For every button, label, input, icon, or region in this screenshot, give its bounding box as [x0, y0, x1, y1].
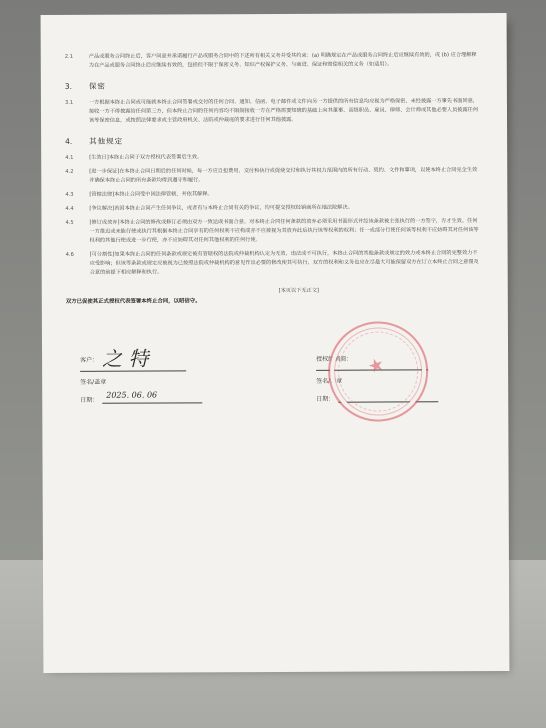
clause-3-1	[65, 97, 481, 126]
blank-page-notice: [本页以下无正文]	[278, 287, 319, 294]
clause-number: 3.1	[64, 99, 74, 106]
clause-2-1	[65, 51, 481, 71]
clause-text: [进一步保证]在本终止合同日期后的任何时候，每一方应自担费用，交付和执行或促使交付和执行其权力范围内的所有行动、契约、文件和事项，以使本终止合同完全生效并确保本终止合同的所有条款均得到遵守和履行。	[89, 167, 478, 184]
clause-text: [修订或放弃]本终止合同的修改或修订必须由双方一致达成书面合意。对本终止合同任何条款的放弃必须采用书面形式并经该条款被主张执行的一方签字，方才生效。任何一方推迟或未能行使或执行其根据本终止合同享有的任何权利不应构成亦不应被视为其放弃此后执行该等权利的权利；任一或部分行使任何该等权利不应妨碍其对任何该等权利的其他行使或进一步行使，亦不应妨碍其对任何其他权利的任何行使。	[89, 218, 479, 244]
document-page	[41, 13, 510, 673]
clause-number: 4.3	[65, 191, 74, 198]
clause-number: 2.1	[64, 53, 74, 60]
clause-4-4	[65, 203, 481, 214]
dealer-label: 授权经销商：	[316, 355, 353, 363]
clause-4-2	[65, 166, 481, 186]
customer-sign-line	[80, 370, 186, 371]
clause-4-6	[66, 249, 482, 278]
clause-text: 一方根据本终止合同或可能就本终止合同签署或交付的任何合同、通知、信函、电子邮件或文件向另一方提供的所有信息均应视为严格保密，未经披露一方事先书面同意，接收一方不得披露给任何第三方，但本终止合同的任何内容均不限制接收一方在严格需要知晓的基础上向其董事、高级职员、雇员、律师、会计师或其他必要人员披露任何该等保密信息，或按照法律要求或主管政府机关、法院或仲裁庭的要求进行任何其他披露。	[88, 98, 479, 124]
section-3-heading	[65, 79, 481, 92]
section-title: 其他规定	[89, 136, 124, 146]
clause-4-3	[65, 189, 481, 200]
closing-statement: 双方已促使其正式授权代表签署本终止合同，以昭信守。	[65, 298, 201, 305]
clause-4-5	[65, 217, 481, 246]
clause-number: 4.5	[65, 219, 74, 226]
customer-signature: 之 特	[102, 346, 149, 371]
signature-block	[66, 335, 483, 457]
clause-number: 4.2	[65, 168, 74, 175]
clause-text: 产品或服务合同终止后，客户同意并承诺履行产品或服务合同中的下述所有相关义务并受其约束：(a) 明确规定在产品或服务合同终止后应继续有效的，或 (b) 应合理解释为在产品或服务合同终止后应继续有效的，包括但不限于保密义务、知识产权保护义务、与商进、保证和赔偿相关的义务（如适用）。	[88, 52, 477, 69]
section-number: 3.	[64, 81, 73, 91]
clause-number: 4.4	[65, 205, 74, 212]
clause-number: 4.1	[65, 154, 74, 161]
dealer-sign-label: 签名/盖章	[316, 377, 343, 385]
section-title: 保密	[88, 81, 106, 91]
section-4-heading	[65, 134, 481, 147]
clause-text: [争议解决]若因本终止合同产生任何争议，或者有与本终止合同有关的争议，均可提交授权经销商所在地法院解决。	[89, 204, 353, 212]
company-seal-icon: ★	[315, 308, 441, 434]
customer-date-label: 日期：	[80, 396, 99, 404]
clause-number: 4.6	[65, 251, 74, 258]
section-number: 4.	[65, 136, 73, 146]
customer-sign-label: 签名/盖章	[80, 378, 107, 386]
customer-label: 客户：	[80, 356, 99, 364]
dealer-date-label: 日期：	[316, 395, 335, 403]
clause-text: [可分割性]如果本终止合同的任何条款或规定被有管辖权的法院或仲裁机构认定为无效、违法或不可执行，本终止合同的其他条款或规定的效力或本终止合同的完整效力不应受影响；但该等条款或规定应被视为已按照法院或仲裁机构的意见作出必要的修改使其可执行，双方的权利和义务也应在尽最大可能保留双方在订立本终止合同之意图及合意的前提下相应解释和执行。	[89, 250, 479, 276]
customer-date-line	[102, 402, 202, 403]
clause-text: [管辖法律]本终止合同受中国法律管辖，并依其解释。	[89, 191, 213, 198]
clause-text: [生效日]本终止合同于双方授权代表签署后生效。	[89, 154, 203, 161]
customer-date-handwritten: 2025. 06. 06	[106, 390, 158, 400]
clause-4-1	[65, 152, 481, 163]
